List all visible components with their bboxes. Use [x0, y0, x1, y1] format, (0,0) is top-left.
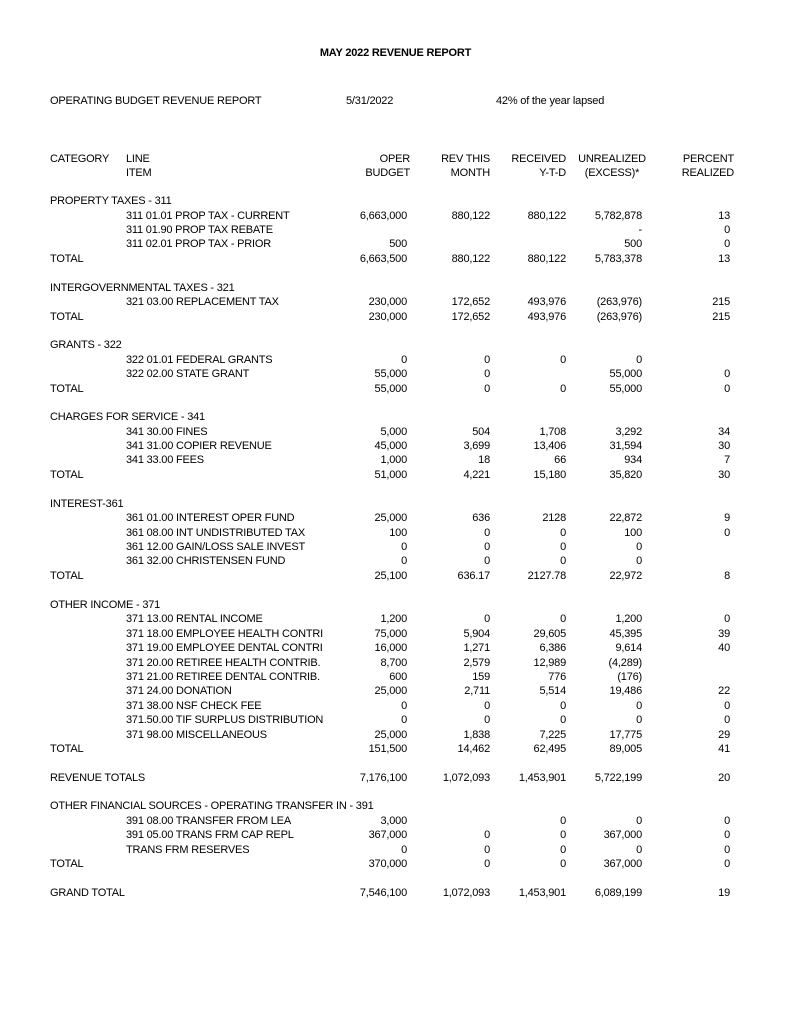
- received-ytd-cell: 1,453,901: [518, 772, 566, 784]
- section-label: OTHER FINANCIAL SOURCES - OPERATING TRANSFER IN - 391: [50, 800, 374, 812]
- unrealized-cell: 0: [636, 714, 642, 726]
- oper-budget-cell: 151,500: [368, 743, 407, 755]
- received-ytd-cell: 0: [560, 844, 566, 856]
- oper-budget-cell: 45,000: [374, 440, 407, 452]
- col-received: RECEIVED: [511, 153, 566, 165]
- rev-this-month-cell: 14,462: [457, 743, 490, 755]
- unrealized-cell: 5,783,378: [594, 253, 642, 265]
- oper-budget-cell: 0: [401, 714, 407, 726]
- unrealized-cell: (4,289): [608, 657, 642, 669]
- oper-budget-cell: 25,000: [374, 512, 407, 524]
- line-item-label: 311 01.01 PROP TAX - CURRENT: [126, 210, 290, 222]
- rev-this-month-cell: 0: [484, 555, 490, 567]
- percent-realized-cell: 0: [724, 844, 730, 856]
- percent-realized-cell: 215: [712, 311, 730, 323]
- line-item-label: 322 01.01 FEDERAL GRANTS: [126, 354, 273, 366]
- oper-budget-cell: 7,546,100: [359, 887, 407, 899]
- oper-budget-cell: 25,100: [374, 570, 407, 582]
- unrealized-cell: (263,976): [596, 311, 642, 323]
- rev-this-month-cell: 0: [484, 613, 490, 625]
- percent-realized-cell: 20: [718, 772, 730, 784]
- rev-this-month-cell: 2,711: [464, 685, 490, 697]
- col-realized: REALIZED: [681, 167, 734, 179]
- rev-this-month-cell: 0: [484, 844, 490, 856]
- rev-this-month-cell: 636: [472, 512, 490, 524]
- report-date: 5/31/2022: [346, 95, 394, 107]
- rev-this-month-cell: 0: [484, 714, 490, 726]
- line-item-label: 371 24.00 DONATION: [126, 685, 232, 697]
- col-category: CATEGORY: [50, 153, 110, 165]
- rev-this-month-cell: 1,838: [463, 729, 490, 741]
- line-item-label: 361 12.00 GAIN/LOSS SALE INVEST: [126, 541, 306, 553]
- received-ytd-cell: 493,976: [527, 296, 566, 308]
- rev-this-month-cell: 1,072,093: [442, 772, 490, 784]
- percent-realized-cell: 215: [712, 296, 730, 308]
- col-budget: BUDGET: [365, 167, 410, 179]
- line-item-label: 371 38.00 NSF CHECK FEE: [126, 700, 262, 712]
- received-ytd-cell: 15,180: [533, 469, 566, 481]
- line-item-label: 371 20.00 RETIREE HEALTH CONTRIB.: [126, 657, 321, 669]
- rev-this-month-cell: 172,652: [451, 311, 490, 323]
- unrealized-cell: 5,722,199: [594, 772, 642, 784]
- received-ytd-cell: 2128: [542, 512, 566, 524]
- oper-budget-cell: 25,000: [374, 685, 407, 697]
- oper-budget-cell: 51,000: [374, 469, 407, 481]
- rev-this-month-cell: 0: [484, 700, 490, 712]
- unrealized-cell: 367,000: [603, 829, 642, 841]
- percent-realized-cell: 0: [724, 858, 730, 870]
- rev-this-month-cell: 0: [484, 383, 490, 395]
- received-ytd-cell: 1,708: [539, 426, 566, 438]
- rev-this-month-cell: 1,072,093: [442, 887, 490, 899]
- line-item-label: 311 02.01 PROP TAX - PRIOR: [126, 238, 271, 250]
- rev-this-month-cell: 504: [472, 426, 490, 438]
- oper-budget-cell: 0: [401, 555, 407, 567]
- col-month: MONTH: [450, 167, 490, 179]
- rev-this-month-cell: 159: [472, 671, 490, 683]
- received-ytd-cell: 0: [560, 354, 566, 366]
- unrealized-cell: 35,820: [609, 469, 642, 481]
- section-label: OTHER INCOME - 371: [50, 599, 161, 611]
- line-item-label: 361 08.00 INT UNDISTRIBUTED TAX: [126, 527, 306, 539]
- unrealized-cell: 500: [624, 238, 642, 250]
- rev-this-month-cell: 18: [478, 454, 490, 466]
- received-ytd-cell: 880,122: [527, 253, 566, 265]
- received-ytd-cell: 0: [560, 541, 566, 553]
- unrealized-cell: 0: [636, 700, 642, 712]
- percent-realized-cell: 39: [718, 628, 730, 640]
- percent-realized-cell: 41: [718, 743, 730, 755]
- oper-budget-cell: 230,000: [368, 296, 407, 308]
- line-item-label: 371 19.00 EMPLOYEE DENTAL CONTRI: [126, 642, 323, 654]
- oper-budget-cell: 75,000: [374, 628, 407, 640]
- grand-total-label: REVENUE TOTALS: [50, 772, 146, 784]
- percent-realized-cell: 13: [718, 253, 730, 265]
- unrealized-cell: 17,775: [609, 729, 642, 741]
- received-ytd-cell: 0: [560, 383, 566, 395]
- received-ytd-cell: 5,514: [539, 685, 566, 697]
- rev-this-month-cell: 0: [484, 541, 490, 553]
- rev-this-month-cell: 0: [484, 527, 490, 539]
- received-ytd-cell: 2127.78: [527, 570, 566, 582]
- percent-realized-cell: 0: [724, 238, 730, 250]
- percent-realized-cell: 40: [718, 642, 730, 654]
- oper-budget-cell: 8,700: [380, 657, 407, 669]
- section-label: CHARGES FOR SERVICE - 341: [50, 411, 205, 423]
- received-ytd-cell: 0: [560, 815, 566, 827]
- percent-realized-cell: 0: [724, 224, 730, 236]
- col-excess: (EXCESS)*: [584, 167, 640, 179]
- rev-this-month-cell: 0: [484, 858, 490, 870]
- report-title: MAY 2022 REVENUE REPORT: [319, 47, 472, 59]
- percent-realized-cell: 30: [718, 469, 730, 481]
- line-item-label: 311 01.90 PROP TAX REBATE: [126, 224, 273, 236]
- received-ytd-cell: 29,605: [533, 628, 566, 640]
- unrealized-cell: 0: [636, 815, 642, 827]
- received-ytd-cell: 7,225: [539, 729, 566, 741]
- unrealized-cell: 0: [636, 844, 642, 856]
- rev-this-month-cell: 880,122: [451, 253, 490, 265]
- section-label: INTERGOVERNMENTAL TAXES - 321: [50, 282, 235, 294]
- section-label: GRANTS - 322: [50, 339, 122, 351]
- oper-budget-cell: 0: [401, 541, 407, 553]
- line-item-label: 341 31.00 COPIER REVENUE: [126, 440, 272, 452]
- received-ytd-cell: 62,495: [533, 743, 566, 755]
- received-ytd-cell: 6,386: [539, 642, 566, 654]
- line-item-label: 391 05.00 TRANS FRM CAP REPL: [126, 829, 294, 841]
- oper-budget-cell: 25,000: [374, 729, 407, 741]
- col-oper: OPER: [379, 153, 410, 165]
- received-ytd-cell: 12,989: [533, 657, 566, 669]
- unrealized-cell: 0: [636, 555, 642, 567]
- percent-realized-cell: 34: [718, 426, 730, 438]
- rev-this-month-cell: 3,699: [463, 440, 490, 452]
- unrealized-cell: -: [638, 224, 642, 236]
- col-percent: PERCENT: [682, 153, 734, 165]
- received-ytd-cell: 880,122: [527, 210, 566, 222]
- unrealized-cell: (263,976): [596, 296, 642, 308]
- report-name: OPERATING BUDGET REVENUE REPORT: [50, 95, 262, 107]
- percent-realized-cell: 0: [724, 613, 730, 625]
- percent-realized-cell: 30: [718, 440, 730, 452]
- percent-realized-cell: 0: [724, 368, 730, 380]
- total-label: TOTAL: [50, 253, 84, 265]
- col-unrealized: UNREALIZED: [578, 153, 646, 165]
- percent-realized-cell: 13: [718, 210, 730, 222]
- unrealized-cell: 100: [624, 527, 642, 539]
- unrealized-cell: 9,614: [615, 642, 642, 654]
- oper-budget-cell: 55,000: [374, 383, 407, 395]
- received-ytd-cell: 0: [560, 858, 566, 870]
- unrealized-cell: 367,000: [603, 858, 642, 870]
- oper-budget-cell: 6,663,000: [359, 210, 407, 222]
- unrealized-cell: (176): [617, 671, 642, 683]
- unrealized-cell: 5,782,878: [594, 210, 642, 222]
- grand-total-label: GRAND TOTAL: [50, 887, 125, 899]
- oper-budget-cell: 0: [401, 844, 407, 856]
- total-label: TOTAL: [50, 311, 84, 323]
- line-item-label: 322 02.00 STATE GRANT: [126, 368, 250, 380]
- rev-this-month-cell: 636.17: [457, 570, 490, 582]
- year-lapsed-note: 42% of the year lapsed: [496, 95, 605, 107]
- col-line: LINE: [126, 153, 150, 165]
- unrealized-cell: 0: [636, 354, 642, 366]
- line-item-label: 391 08.00 TRANSFER FROM LEA: [126, 815, 291, 827]
- line-item-label: 361 32.00 CHRISTENSEN FUND: [126, 555, 286, 567]
- received-ytd-cell: 0: [560, 714, 566, 726]
- line-item-label: 341 33.00 FEES: [126, 454, 204, 466]
- line-item-label: 371 21.00 RETIREE DENTAL CONTRIB.: [126, 671, 320, 683]
- unrealized-cell: 6,089,199: [594, 887, 642, 899]
- percent-realized-cell: 0: [724, 815, 730, 827]
- received-ytd-cell: 0: [560, 700, 566, 712]
- col-rev-this: REV THIS: [441, 153, 490, 165]
- received-ytd-cell: 493,976: [527, 311, 566, 323]
- line-item-label: 371 13.00 RENTAL INCOME: [126, 613, 263, 625]
- unrealized-cell: 55,000: [609, 383, 642, 395]
- line-item-label: 321 03.00 REPLACEMENT TAX: [126, 296, 279, 308]
- oper-budget-cell: 100: [389, 527, 407, 539]
- unrealized-cell: 45,395: [609, 628, 642, 640]
- col-item: ITEM: [126, 167, 152, 179]
- line-item-label: 371 98.00 MISCELLANEOUS: [126, 729, 267, 741]
- oper-budget-cell: 7,176,100: [359, 772, 407, 784]
- rev-this-month-cell: 5,904: [463, 628, 490, 640]
- unrealized-cell: 3,292: [615, 426, 642, 438]
- received-ytd-cell: 66: [554, 454, 566, 466]
- unrealized-cell: 22,872: [609, 512, 642, 524]
- received-ytd-cell: 776: [548, 671, 566, 683]
- unrealized-cell: 1,200: [615, 613, 642, 625]
- percent-realized-cell: 9: [724, 512, 730, 524]
- line-item-label: 361 01.00 INTEREST OPER FUND: [126, 512, 295, 524]
- percent-realized-cell: 0: [724, 527, 730, 539]
- oper-budget-cell: 370,000: [368, 858, 407, 870]
- line-item-label: 341 30.00 FINES: [126, 426, 208, 438]
- unrealized-cell: 934: [624, 454, 642, 466]
- oper-budget-cell: 500: [389, 238, 407, 250]
- line-item-label: TRANS FRM RESERVES: [126, 844, 250, 856]
- section-label: PROPERTY TAXES - 311: [50, 195, 172, 207]
- line-item-label: 371.50.00 TIF SURPLUS DISTRIBUTION: [126, 714, 324, 726]
- rev-this-month-cell: 1,271: [463, 642, 490, 654]
- percent-realized-cell: 0: [724, 829, 730, 841]
- unrealized-cell: 55,000: [609, 368, 642, 380]
- total-label: TOTAL: [50, 570, 84, 582]
- percent-realized-cell: 8: [724, 570, 730, 582]
- section-label: INTEREST-361: [50, 498, 124, 510]
- unrealized-cell: 89,005: [609, 743, 642, 755]
- percent-realized-cell: 0: [724, 700, 730, 712]
- rev-this-month-cell: 0: [484, 368, 490, 380]
- percent-realized-cell: 7: [724, 454, 730, 466]
- rev-this-month-cell: 172,652: [451, 296, 490, 308]
- total-label: TOTAL: [50, 743, 84, 755]
- rev-this-month-cell: 0: [484, 354, 490, 366]
- unrealized-cell: 22,972: [609, 570, 642, 582]
- rev-this-month-cell: 4,221: [463, 469, 490, 481]
- received-ytd-cell: 13,406: [533, 440, 566, 452]
- oper-budget-cell: 1,000: [380, 454, 407, 466]
- col-ytd: Y-T-D: [539, 167, 566, 179]
- received-ytd-cell: 0: [560, 613, 566, 625]
- unrealized-cell: 31,594: [609, 440, 642, 452]
- total-label: TOTAL: [50, 469, 84, 481]
- oper-budget-cell: 55,000: [374, 368, 407, 380]
- oper-budget-cell: 16,000: [374, 642, 407, 654]
- oper-budget-cell: 0: [401, 700, 407, 712]
- oper-budget-cell: 6,663,500: [359, 253, 407, 265]
- oper-budget-cell: 5,000: [380, 426, 407, 438]
- percent-realized-cell: 0: [724, 383, 730, 395]
- received-ytd-cell: 0: [560, 829, 566, 841]
- received-ytd-cell: 0: [560, 527, 566, 539]
- total-label: TOTAL: [50, 858, 84, 870]
- line-item-label: 371 18.00 EMPLOYEE HEALTH CONTRI: [126, 628, 323, 640]
- percent-realized-cell: 19: [718, 887, 730, 899]
- unrealized-cell: 19,486: [609, 685, 642, 697]
- percent-realized-cell: 29: [718, 729, 730, 741]
- rev-this-month-cell: 880,122: [451, 210, 490, 222]
- rev-this-month-cell: 0: [484, 829, 490, 841]
- oper-budget-cell: 1,200: [380, 613, 407, 625]
- received-ytd-cell: 1,453,901: [518, 887, 566, 899]
- received-ytd-cell: 0: [560, 555, 566, 567]
- total-label: TOTAL: [50, 383, 84, 395]
- oper-budget-cell: 3,000: [380, 815, 407, 827]
- oper-budget-cell: 230,000: [368, 311, 407, 323]
- rev-this-month-cell: 2,579: [463, 657, 490, 669]
- oper-budget-cell: 0: [401, 354, 407, 366]
- oper-budget-cell: 367,000: [368, 829, 407, 841]
- unrealized-cell: 0: [636, 541, 642, 553]
- oper-budget-cell: 600: [389, 671, 407, 683]
- percent-realized-cell: 0: [724, 714, 730, 726]
- percent-realized-cell: 22: [718, 685, 730, 697]
